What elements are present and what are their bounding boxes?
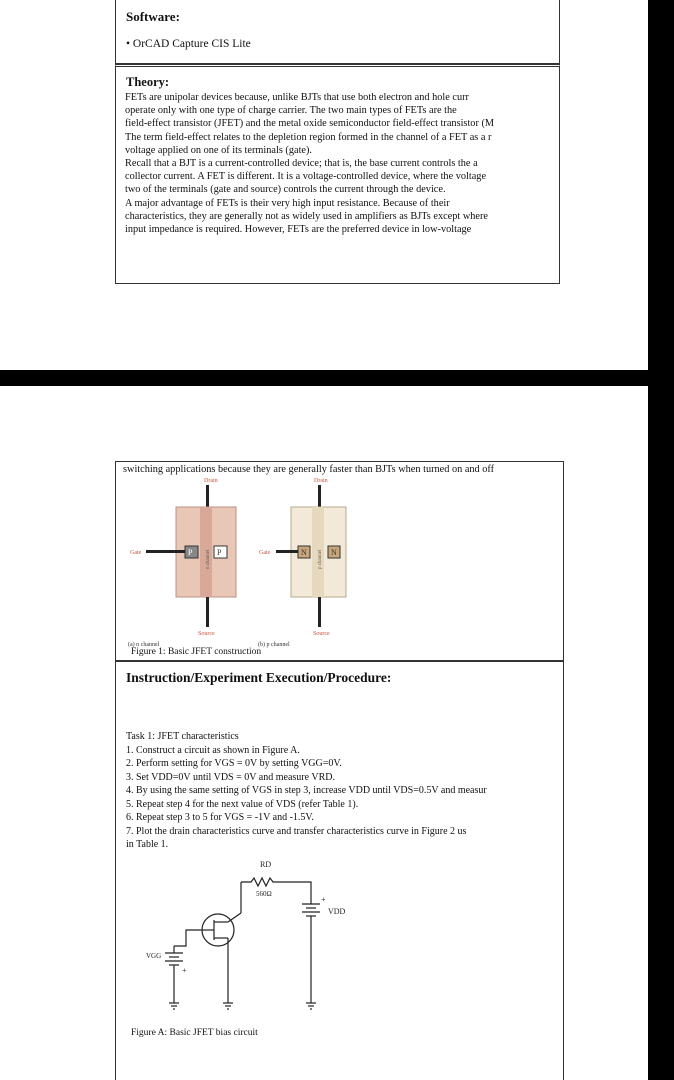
p-channel-jfet: [258, 478, 346, 648]
theory-line: input impedance is required. However, FETs are the preferred device in low-voltage: [125, 224, 472, 236]
software-section: [115, 0, 560, 64]
gate-wire: [174, 930, 200, 946]
rd-label: RD: [260, 860, 272, 869]
instruction-heading: Instruction/Experiment Execution/Procedure:: [126, 670, 392, 685]
gate-lead: [276, 550, 298, 553]
n-label: N: [331, 548, 337, 557]
theory-line: FETs are unipolar devices because, unlike BJTs that use both electron and hole curr: [125, 92, 469, 103]
jfet-construction-diagram: [116, 474, 563, 649]
n-label: N: [301, 548, 307, 557]
p-label: P: [188, 548, 193, 557]
theory-line: A major advantage of FETs is their very high input resistance. Because of their: [125, 197, 450, 209]
source-lead: [318, 597, 321, 627]
vdd-plus: +: [321, 895, 326, 904]
procedure-steps: [126, 730, 566, 852]
procedure-step: 4. By using the same setting of VGS in step 3, increase VDD until VDS=0.5V and measur: [126, 785, 487, 796]
source-label: Source: [198, 631, 215, 637]
gate-label: Gate: [259, 550, 271, 556]
procedure-step: 5. Repeat step 4 for the next value of VDS (refer Table 1).: [126, 798, 359, 810]
procedure-step: in Table 1.: [126, 839, 169, 850]
gate-label: Gate: [130, 550, 142, 556]
source-lead: [206, 597, 209, 627]
vgg-label: VGG: [146, 952, 162, 960]
figure1-caption: Figure 1: Basic JFET construction: [131, 647, 262, 657]
theory-heading: Theory:: [126, 75, 170, 89]
figureA-caption: Figure A: Basic JFET bias circuit: [131, 1028, 258, 1038]
rd-value: 560Ω: [256, 890, 272, 898]
p-channel-body-label: p channel: [318, 549, 323, 569]
theory-body: [125, 91, 565, 236]
subcaption-b: (b) p channel: [258, 642, 290, 648]
procedure-step: 1. Construct a circuit as shown in Figure A.: [126, 744, 300, 756]
task-heading: Task 1: JFET characteristics: [126, 731, 239, 742]
document-page-2: [0, 386, 648, 1080]
drain-label: Drain: [314, 478, 328, 484]
theory-line: Recall that a BJT is a current-controlled device; that is, the base current controls the a: [125, 158, 478, 170]
continued-paragraph: switching applications because they are generally faster than BJTs when turned on and off: [123, 464, 495, 475]
procedure-step: 2. Perform setting for VGS = 0V by setting VGG=0V.: [126, 758, 342, 769]
theory-line: collector current. A FET is different. It is a voltage-controlled device, where the voltage: [125, 171, 487, 183]
jfet-bias-circuit: [116, 858, 563, 1028]
source-label: Source: [313, 631, 330, 637]
vdd-wire: [301, 882, 311, 904]
document-page-1: [0, 0, 648, 370]
drain-lead: [318, 485, 321, 507]
rd-resistor: [241, 878, 301, 886]
vdd-label: VDD: [328, 907, 346, 916]
theory-line: two of the terminals (gate and source) controls the current through the device.: [125, 184, 446, 196]
theory-line: The term field-effect relates to the depletion region formed in the channel of a FET as a r: [125, 131, 492, 143]
n-channel-jfet: [128, 478, 236, 648]
theory-section: [115, 64, 560, 284]
theory-line: characteristics, they are generally not as widely used in amplifiers as BJTs except where: [125, 210, 488, 222]
drain-label: Drain: [204, 478, 218, 484]
p-label: P: [217, 548, 222, 557]
theory-line: field-effect transistor (JFET) and the metal oxide semiconductor field-effect transistor (M: [125, 118, 495, 130]
theory-line: operate only with one type of charge carrier. The two main types of FETs are the: [125, 105, 457, 117]
gate-lead: [146, 550, 185, 553]
software-heading: Software:: [126, 9, 180, 24]
theory-line: voltage applied on one of its terminals (gate).: [125, 144, 313, 156]
subcaption-a: (a) n channel: [128, 642, 160, 648]
procedure-step: 7. Plot the drain characteristics curve and transfer characteristics curve in Figure 2 us: [126, 825, 467, 837]
instruction-section: [115, 661, 564, 1080]
drain-connection: [228, 913, 241, 922]
software-item: • OrCAD Capture CIS Lite: [126, 38, 251, 50]
figure1-section: [115, 461, 564, 661]
procedure-step: 6. Repeat step 3 to 5 for VGS = -1V and -1.5V.: [126, 812, 314, 823]
vgg-plus: +: [182, 966, 187, 975]
n-channel-body-label: n channel: [206, 549, 211, 569]
procedure-step: 3. Set VDD=0V until VDS = 0V and measure VRD.: [126, 771, 335, 783]
drain-lead: [206, 485, 209, 507]
